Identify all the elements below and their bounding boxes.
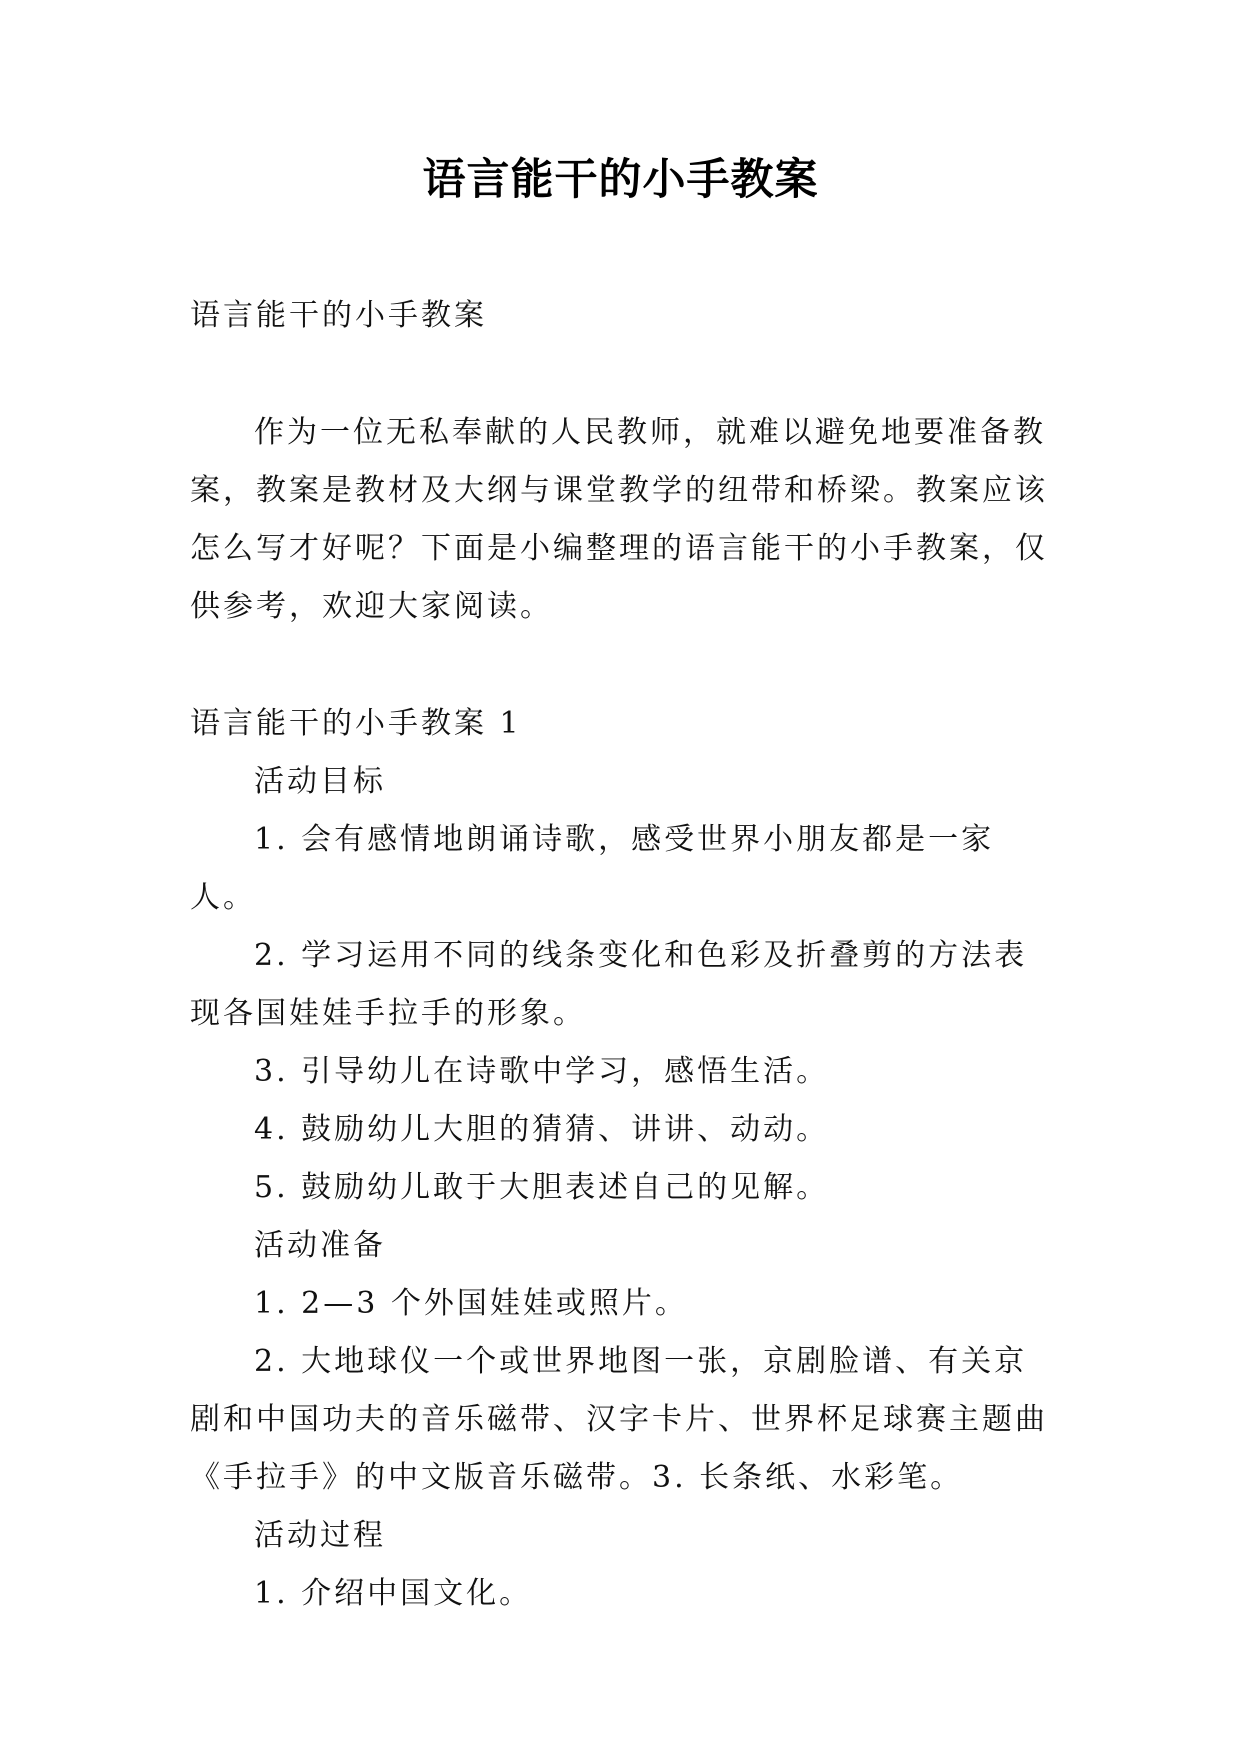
heading-activity-process: 活动过程 [254, 1518, 386, 1553]
section-block [190, 695, 1050, 1623]
heading-activity-goals: 活动目标 [254, 764, 386, 799]
document-title: 语言能干的小手教案 [422, 155, 819, 205]
process-item-1: 1. 介绍中国文化。 [254, 1576, 533, 1611]
goal-item-5: 5. 鼓励幼儿敢于大胆表述自己的见解。 [254, 1170, 830, 1205]
intro-paragraph: 作为一位无私奉献的人民教师，就难以避免地要准备教案，教案是教材及大纲与课堂教学的纽带和桥梁。教案应该怎么写才好呢？下面是小编整理的语言能干的小手教案，仅供参考，欢迎大家阅读。 [190, 415, 1048, 624]
intro-block [190, 404, 1050, 636]
goal-item-2: 2. 学习运用不同的线条变化和色彩及折叠剪的方法表现各国娃娃手拉手的形象。 [190, 938, 1028, 1031]
section-heading: 语言能干的小手教案 1 [190, 706, 522, 741]
heading-activity-preparation: 活动准备 [254, 1228, 386, 1263]
subtitle-text: 语言能干的小手教案 [190, 298, 487, 333]
prep-item-2: 2. 大地球仪一个或世界地图一张，京剧脸谱、有关京剧和中国功夫的音乐磁带、汉字卡片、世界杯足球赛主题曲《手拉手》的中文版音乐磁带。3. 长条纸、水彩笔。 [190, 1344, 1048, 1495]
goal-item-3: 3. 引导幼儿在诗歌中学习，感悟生活。 [254, 1054, 830, 1089]
goal-item-4: 4. 鼓励幼儿大胆的猜猜、讲讲、动动。 [254, 1112, 830, 1147]
prep-item-1: 1. 2—3 个外国娃娃或照片。 [254, 1286, 688, 1321]
goal-item-1: 1. 会有感情地朗诵诗歌，感受世界小朋友都是一家人。 [190, 822, 995, 915]
document-subtitle [190, 287, 1050, 345]
